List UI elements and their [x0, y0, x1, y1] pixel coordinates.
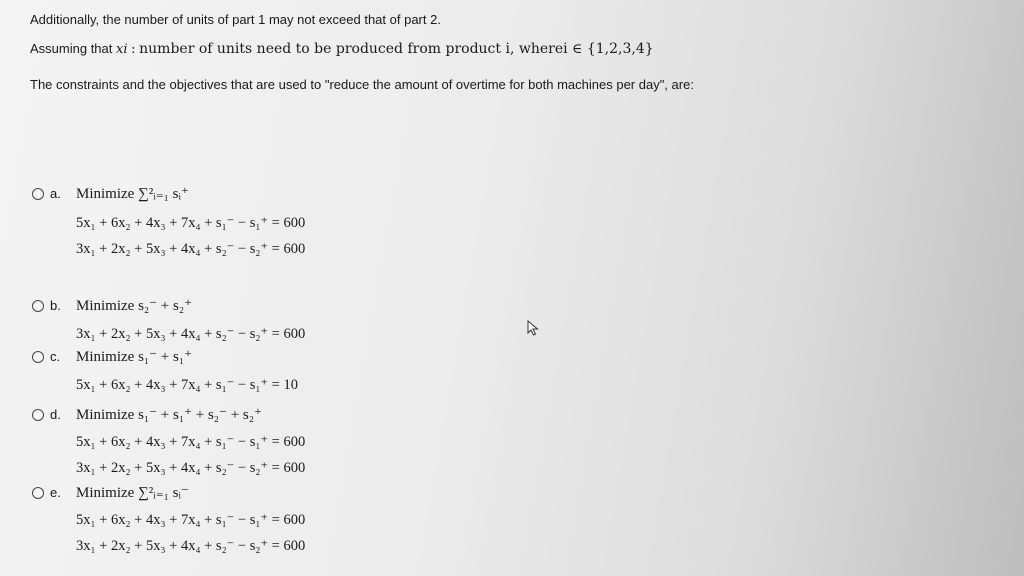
option-objective: Minimize ∑²ᵢ₌₁ sᵢ⁺	[76, 186, 189, 202]
option-letter: a.	[50, 186, 61, 201]
option-constraint: 3x₁ + 2x₂ + 5x₃ + 4x₄ + s₂⁻ − s₂⁺ = 600	[76, 538, 306, 554]
option-constraint: 3x₁ + 2x₂ + 5x₃ + 4x₄ + s₂⁻ − s₂⁺ = 600	[76, 241, 306, 257]
option-objective: Minimize s₂⁻ + s₂⁺	[76, 298, 193, 314]
assuming-label: Assuming that	[30, 41, 113, 56]
variable-definition: number of units need to be produced from product i, wherei ∈ {1,2,3,4}	[139, 41, 654, 57]
option-constraint: 5x₁ + 6x₂ + 4x₃ + 7x₄ + s₁⁻ − s₁⁺ = 600	[76, 215, 306, 231]
option-radio[interactable]	[32, 409, 44, 421]
colon: :	[131, 42, 136, 57]
question-text-line2	[30, 41, 654, 58]
option-constraint: 3x₁ + 2x₂ + 5x₃ + 4x₄ + s₂⁻ − s₂⁺ = 600	[76, 326, 306, 342]
option-radio[interactable]	[32, 487, 44, 499]
option-objective: Minimize s₁⁻ + s₁⁺	[76, 349, 193, 365]
mouse-pointer-icon	[527, 320, 541, 336]
question-text-line3: The constraints and the objectives that are used to "reduce the amount of overtime for both machines per day", are:	[30, 77, 694, 92]
option-objective: Minimize s₁⁻ + s₁⁺ + s₂⁻ + s₂⁺	[76, 407, 262, 423]
option-radio[interactable]	[32, 188, 44, 200]
option-constraint: 5x₁ + 6x₂ + 4x₃ + 7x₄ + s₁⁻ − s₁⁺ = 600	[76, 434, 306, 450]
option-letter: d.	[50, 407, 61, 422]
variable-xi: xi	[116, 42, 128, 57]
option-letter: e.	[50, 485, 61, 500]
option-radio[interactable]	[32, 351, 44, 363]
question-text-line1: Additionally, the number of units of part 1 may not exceed that of part 2.	[30, 12, 441, 27]
option-constraint: 5x₁ + 6x₂ + 4x₃ + 7x₄ + s₁⁻ − s₁⁺ = 10	[76, 377, 298, 393]
option-letter: c.	[50, 349, 61, 364]
option-constraint: 3x₁ + 2x₂ + 5x₃ + 4x₄ + s₂⁻ − s₂⁺ = 600	[76, 460, 306, 476]
option-letter: b.	[50, 298, 61, 313]
option-constraint: 5x₁ + 6x₂ + 4x₃ + 7x₄ + s₁⁻ − s₁⁺ = 600	[76, 512, 306, 528]
option-radio[interactable]	[32, 300, 44, 312]
option-objective: Minimize ∑²ᵢ₌₁ sᵢ⁻	[76, 485, 189, 501]
